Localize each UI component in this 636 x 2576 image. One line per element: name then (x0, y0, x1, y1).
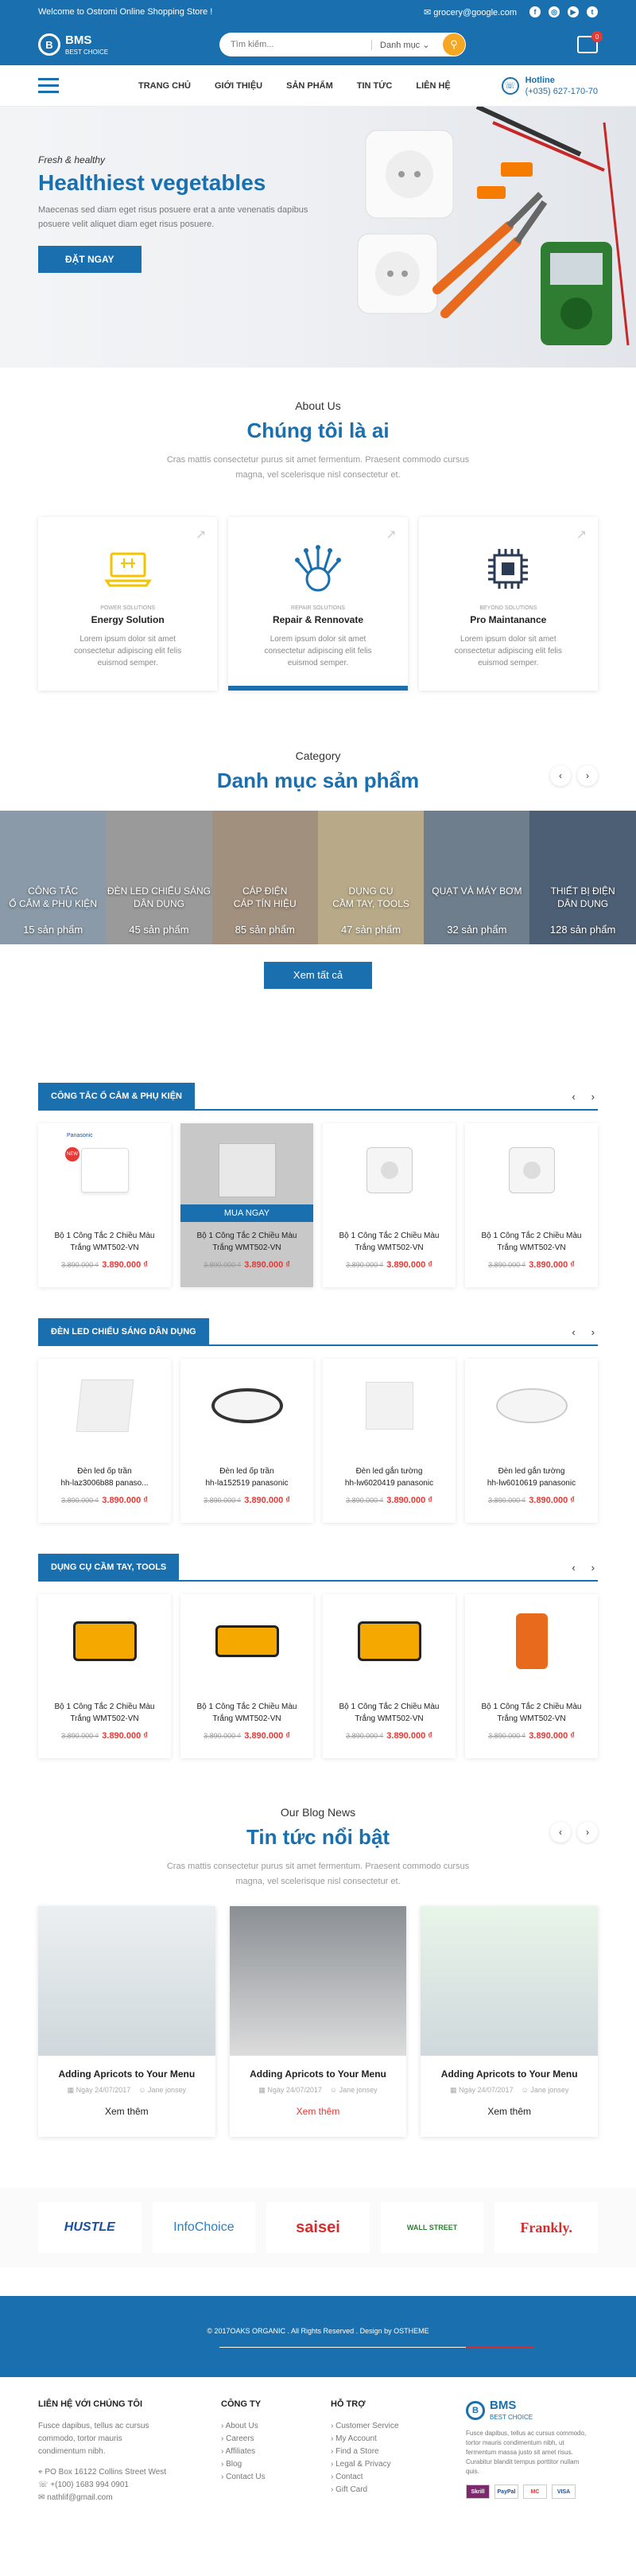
product-card[interactable] (465, 1359, 598, 1523)
laptop-circuit-icon (100, 541, 156, 597)
product-image (38, 1594, 171, 1688)
category-tile[interactable] (529, 811, 635, 944)
menu-toggle-icon[interactable] (38, 78, 59, 93)
location-icon: ⌖ (38, 2468, 43, 2477)
user-icon: ☺ (521, 2086, 529, 2095)
section-next-button[interactable]: › (591, 1561, 595, 1574)
about-desc-1: Cras mattis consectetur purus sit amet fermentum. Praesent commodo cursus (166, 455, 470, 465)
brand-logo[interactable]: HUSTLE (38, 2202, 142, 2253)
product-section-title: CÔNG TẮC Ổ CẮM & PHỤ KIỆN (38, 1083, 195, 1110)
product-price: 3.890.000 ₫ 3.890.000 ₫ (204, 1496, 290, 1505)
product-card[interactable] (180, 1359, 313, 1523)
section-prev-button[interactable]: ‹ (572, 1561, 576, 1574)
product-card[interactable] (465, 1123, 598, 1287)
product-price: 3.890.000 ₫ 3.890.000 ₫ (488, 1496, 575, 1505)
cart-count-badge: 0 (591, 31, 603, 42)
brand-logo[interactable]: WALL STREET (381, 2202, 484, 2253)
service-card-maintenance[interactable]: ↗ BEYOND SOLUTIONS Pro Maintanance Lorem ipsum dolor sit amet consectetur adipiscing elit felis euismod semper. (419, 517, 598, 691)
blog-post-image (230, 1906, 407, 2056)
copyright-bar: © 2017OAKS ORGANIC . All Rights Reserved . Design by OSTHEME (0, 2315, 636, 2347)
product-name: Đèn led gắn tường hh-lw6020419 panasonic (344, 1467, 434, 1488)
product-image (180, 1359, 313, 1453)
product-price: 3.890.000 ₫ 3.890.000 ₫ (61, 1260, 148, 1270)
hero-description: Maecenas sed diam eget risus posuere erat a ante venenatis dapibus posuere velit aliquet diam eget risus posuere. (38, 205, 308, 229)
user-icon: ☺ (329, 2086, 338, 2095)
hero-order-button[interactable]: ĐẶT NGAY (38, 246, 142, 273)
about-desc-2: magna, vel scelerisque nisl consectetur et. (235, 469, 401, 480)
paypal-icon: PayPal (494, 2485, 518, 2499)
product-name: Bộ 1 Công Tắc 2 Chiều Màu Trắng WMT502-VN (54, 1702, 155, 1723)
product-price: 3.890.000 ₫ 3.890.000 ₫ (204, 1260, 290, 1270)
product-name: Đèn led ốp trần hh-laz3006b88 panaso... (60, 1467, 149, 1488)
hero-kicker: Fresh & healthy (38, 154, 106, 165)
product-card[interactable] (180, 1123, 313, 1287)
nav-home[interactable]: TRANG CHỦ (138, 80, 191, 91)
product-section (38, 1555, 598, 1758)
calendar-icon: ▦ (67, 2086, 75, 2095)
chip-icon (480, 541, 536, 597)
brand-logo[interactable]: Frankly. (494, 2202, 598, 2253)
phone-icon: ☏ (502, 77, 519, 95)
category-count: 15 sản phẩm (23, 924, 83, 936)
brand-logo[interactable]: InfoChoice (153, 2202, 256, 2253)
product-image (465, 1594, 598, 1688)
product-card[interactable] (38, 1123, 171, 1287)
about-kicker: About Us (295, 399, 341, 412)
product-price: 3.890.000 ₫ 3.890.000 ₫ (488, 1260, 575, 1270)
product-name: Bộ 1 Công Tắc 2 Chiều Màu Trắng WMT502-VN (54, 1232, 155, 1252)
news-desc-1: Cras mattis consectetur purus sit amet fermentum. Praesent commodo cursus (166, 1862, 470, 1871)
category-count: 47 sản phẩm (340, 924, 401, 936)
product-section-title: ĐÈN LED CHIẾU SÁNG DÂN DỤNG (38, 1318, 209, 1345)
top-bar (0, 0, 636, 24)
calendar-icon: ▦ (449, 2086, 457, 2095)
product-image (323, 1123, 456, 1217)
category-title: Danh mục sản phẩm (216, 769, 420, 792)
arrow-up-right-icon: ↗ (576, 528, 587, 543)
news-title: Tin tức nổi bật (246, 1825, 390, 1849)
product-price: 3.890.000 ₫ 3.890.000 ₫ (61, 1496, 148, 1505)
product-section-title: DỤNG CỤ CẦM TAY, TOOLS (38, 1554, 179, 1581)
blog-post-image (38, 1906, 215, 2056)
search-input[interactable] (231, 40, 371, 49)
category-count: 128 sản phẩm (549, 924, 616, 936)
footer-link[interactable]: › Contact Us (221, 2473, 266, 2481)
nav-products[interactable]: SẢN PHẨM (286, 80, 333, 91)
footer (0, 2377, 636, 2576)
hero-title: Healthiest vegetables (38, 170, 266, 195)
skrill-icon: Skrill (466, 2485, 490, 2499)
facebook-icon[interactable]: f (529, 6, 541, 18)
product-card[interactable] (180, 1594, 313, 1758)
product-image (38, 1123, 171, 1217)
blog-post-image (421, 1906, 598, 2056)
section-next-button[interactable]: › (591, 1090, 595, 1103)
site-logo[interactable]: B BMS BEST CHOICE (38, 33, 108, 56)
category-name: ĐÈN LED CHIẾU SÁNG DÂN DỤNG (107, 885, 211, 909)
mail-icon: ✉ (38, 2493, 45, 2502)
user-icon: ☺ (138, 2086, 146, 2095)
product-card[interactable] (38, 1594, 171, 1758)
nav-contact[interactable]: LIÊN HỆ (416, 80, 451, 91)
footer-contact-title: LIÊN HỆ VỚI CHÚNG TÔI (38, 2399, 143, 2409)
youtube-icon[interactable]: ▶ (568, 6, 579, 18)
view-all-button[interactable]: Xem tất cả (264, 962, 372, 989)
hotline[interactable]: ☏ Hotline (+035) 627-170-70 (502, 76, 598, 96)
footer-about-desc: Fusce dapibus, tellus ac cursus commodo, tortor mauris condimentum nibh, ut fermentum massa justo sit amet risus. Curabitur blandit tempus porttitor nullam quis. (466, 2430, 587, 2475)
footer-link[interactable]: › Legal & Privacy (331, 2460, 391, 2469)
product-card[interactable] (323, 1594, 456, 1758)
product-image (180, 1123, 313, 1217)
news-section (0, 1790, 636, 2156)
cart-icon[interactable] (577, 33, 599, 53)
product-card[interactable] (323, 1359, 456, 1523)
product-card[interactable] (323, 1123, 456, 1287)
product-card[interactable] (465, 1594, 598, 1758)
category-next-button[interactable]: › (577, 765, 598, 786)
category-name: THIẾT BỊ ĐIỆN DÂN DỤNG (550, 885, 615, 909)
footer-link[interactable]: › Blog (221, 2460, 242, 2469)
nav-about[interactable]: GIỚI THIỆU (215, 80, 263, 91)
product-price: 3.890.000 ₫ 3.890.000 ₫ (204, 1731, 290, 1741)
buy-now-button[interactable]: MUA NGAY (180, 1204, 313, 1222)
blog-post-card[interactable]: Adding Apricots to Your Menu ▦ Ngày 24/07/2017 ☺ Jane jonsey Xem thêm (421, 1906, 598, 2137)
section-next-button[interactable]: › (591, 1325, 595, 1338)
read-more-link[interactable]: Xem thêm (487, 2106, 532, 2118)
footer-link[interactable]: › Gift Card (331, 2485, 368, 2494)
product-name: Đèn led gắn tường hh-lw6010619 panasonic (487, 1467, 576, 1488)
search-icon: ⚲ (450, 38, 458, 50)
product-price: 3.890.000 ₫ 3.890.000 ₫ (346, 1260, 432, 1270)
product-name: Đèn led ốp trần hh-la152519 panasonic (205, 1467, 289, 1488)
footer-phone[interactable]: ☏ +(100) 1683 994 0901 (38, 2481, 129, 2489)
blog-post-card[interactable]: Adding Apricots to Your Menu ▦ Ngày 24/07/2017 ☺ Jane jonsey Xem thêm (230, 1906, 407, 2137)
product-name: Bộ 1 Công Tắc 2 Chiều Màu Trắng WMT502-VN (196, 1702, 297, 1723)
about-section (0, 368, 636, 749)
main-nav (0, 65, 636, 107)
product-image (323, 1594, 456, 1688)
welcome-text: Welcome to Ostromi Online Shopping Store ! (38, 7, 213, 17)
hero-tools-image (302, 107, 636, 368)
product-name: Bộ 1 Công Tắc 2 Chiều Màu Trắng WMT502-VN (196, 1232, 297, 1252)
product-sections (0, 1084, 636, 1758)
category-tile[interactable] (424, 811, 529, 944)
news-desc-2: magna, vel scelerisque nisl consectetur et. (235, 1876, 401, 1886)
product-name: Bộ 1 Công Tắc 2 Chiều Màu Trắng WMT502-VN (339, 1232, 440, 1252)
service-card-energy[interactable]: ↗ POWER SOLUTIONS Energy Solution Lorem ipsum dolor sit amet consectetur adipiscing elit felis euismod semper. (38, 517, 217, 691)
read-more-link[interactable]: Xem thêm (296, 2106, 340, 2118)
calendar-icon: ▦ (258, 2086, 266, 2095)
footer-contact-desc: Fusce dapibus, tellus ac cursus commodo, tortor mauris condimentum nibh. (38, 2422, 149, 2456)
product-price: 3.890.000 ₫ 3.890.000 ₫ (61, 1731, 148, 1741)
category-tile[interactable] (212, 811, 318, 944)
product-price: 3.890.000 ₫ 3.890.000 ₫ (346, 1731, 432, 1741)
blog-post-title: Adding Apricots to Your Menu (440, 2068, 578, 2080)
product-card[interactable] (38, 1359, 171, 1523)
nav-news[interactable]: TIN TỨC (356, 80, 393, 91)
category-name: CÔNG TẮC Ổ CẮM & PHỤ KIỆN (9, 885, 97, 909)
product-price: 3.890.000 ₫ 3.890.000 ₫ (488, 1731, 575, 1741)
category-prev-button[interactable]: ‹ (550, 765, 571, 786)
footer-logo[interactable]: B BMS BEST CHOICE (466, 2399, 593, 2421)
category-count: 85 sản phẩm (235, 924, 295, 936)
product-image (465, 1123, 598, 1217)
blog-post-title: Adding Apricots to Your Menu (58, 2068, 196, 2080)
arrow-up-right-icon: ↗ (195, 528, 207, 543)
about-title: Chúng tôi là ai (246, 418, 390, 442)
category-count: 32 sản phẩm (447, 924, 507, 936)
visa-icon: VISA (552, 2485, 576, 2499)
main-header (0, 24, 636, 65)
new-badge: NEW (65, 1147, 80, 1162)
brand-logo[interactable]: saisei (266, 2202, 370, 2253)
product-image (323, 1359, 456, 1453)
category-count: 45 sản phẩm (129, 924, 189, 936)
category-kicker: Category (295, 749, 341, 762)
product-name: Bộ 1 Công Tắc 2 Chiều Màu Trắng WMT502-VN (481, 1702, 582, 1723)
product-section (38, 1084, 598, 1287)
blog-post-title: Adding Apricots to Your Menu (250, 2068, 386, 2080)
footer-email[interactable]: ✉ nathlif@gmail.com (38, 2493, 113, 2502)
arrow-up-right-icon: ↗ (386, 528, 397, 543)
news-kicker: Our Blog News (280, 1806, 356, 1819)
search-category-select[interactable]: Danh mục ⌄ (371, 40, 443, 50)
footer-link[interactable]: › Customer Service (331, 2422, 399, 2430)
news-prev-button[interactable]: ‹ (550, 1822, 571, 1843)
product-price: 3.890.000 ₫ 3.890.000 ₫ (346, 1496, 432, 1505)
search-bar (219, 33, 466, 56)
section-prev-button[interactable]: ‹ (572, 1090, 576, 1103)
mastercard-icon: MC (523, 2485, 547, 2499)
circuit-tree-icon (290, 541, 346, 597)
footer-link[interactable]: › My Account (331, 2434, 377, 2443)
phone-icon: ☏ (38, 2481, 48, 2489)
category-tile[interactable] (318, 811, 424, 944)
brand-label: Panasonic (67, 1133, 93, 1138)
product-image (465, 1359, 598, 1453)
category-section (0, 749, 636, 1084)
instagram-icon[interactable]: ◎ (549, 6, 560, 18)
search-button[interactable] (443, 33, 465, 56)
category-name: QUẠT VÀ MÁY BƠM (432, 885, 522, 897)
product-name: Bộ 1 Công Tắc 2 Chiều Màu Trắng WMT502-VN (339, 1702, 440, 1723)
footer-link[interactable]: › About Us (221, 2422, 258, 2430)
product-image (180, 1594, 313, 1688)
section-prev-button[interactable]: ‹ (572, 1325, 576, 1338)
category-name: DỤNG CỤ CẦM TAY, TOOLS (332, 885, 409, 909)
twitter-icon[interactable]: t (587, 6, 598, 18)
service-card-repair[interactable]: ↗ REPAIR SOLUTIONS Repair & Rennovate Lorem ipsum dolor sit amet consectetur adipiscing elit felis euismod semper. (228, 517, 407, 691)
footer-link[interactable]: › Careers (221, 2434, 254, 2443)
footer-company-title: CÔNG TY (221, 2399, 262, 2409)
hero-banner (0, 107, 636, 368)
footer-support-title: HỖ TRỢ (331, 2399, 366, 2409)
product-name: Bộ 1 Công Tắc 2 Chiều Màu Trắng WMT502-VN (481, 1232, 582, 1252)
category-tile[interactable] (0, 811, 106, 944)
blog-post-card[interactable]: Adding Apricots to Your Menu ▦ Ngày 24/07/2017 ☺ Jane jonsey Xem thêm (38, 1906, 215, 2137)
category-name: CÁP ĐIỆN CÁP TÍN HIỆU (233, 885, 297, 909)
footer-address: ⌖ PO Box 16122 Collins Street West (38, 2468, 167, 2477)
footer-link[interactable]: › Find a Store (331, 2447, 379, 2456)
footer-link[interactable]: › Contact (331, 2473, 363, 2481)
contact-email[interactable]: ✉ grocery@google.com (424, 7, 517, 18)
read-more-link[interactable]: Xem thêm (104, 2106, 149, 2118)
brand-strip (0, 2188, 636, 2267)
news-next-button[interactable]: › (577, 1822, 598, 1843)
logo-mark-icon: B (38, 33, 60, 56)
footer-link[interactable]: › Affiliates (221, 2447, 256, 2456)
product-section (38, 1319, 598, 1523)
product-image (38, 1359, 171, 1453)
category-tile[interactable] (106, 811, 211, 944)
